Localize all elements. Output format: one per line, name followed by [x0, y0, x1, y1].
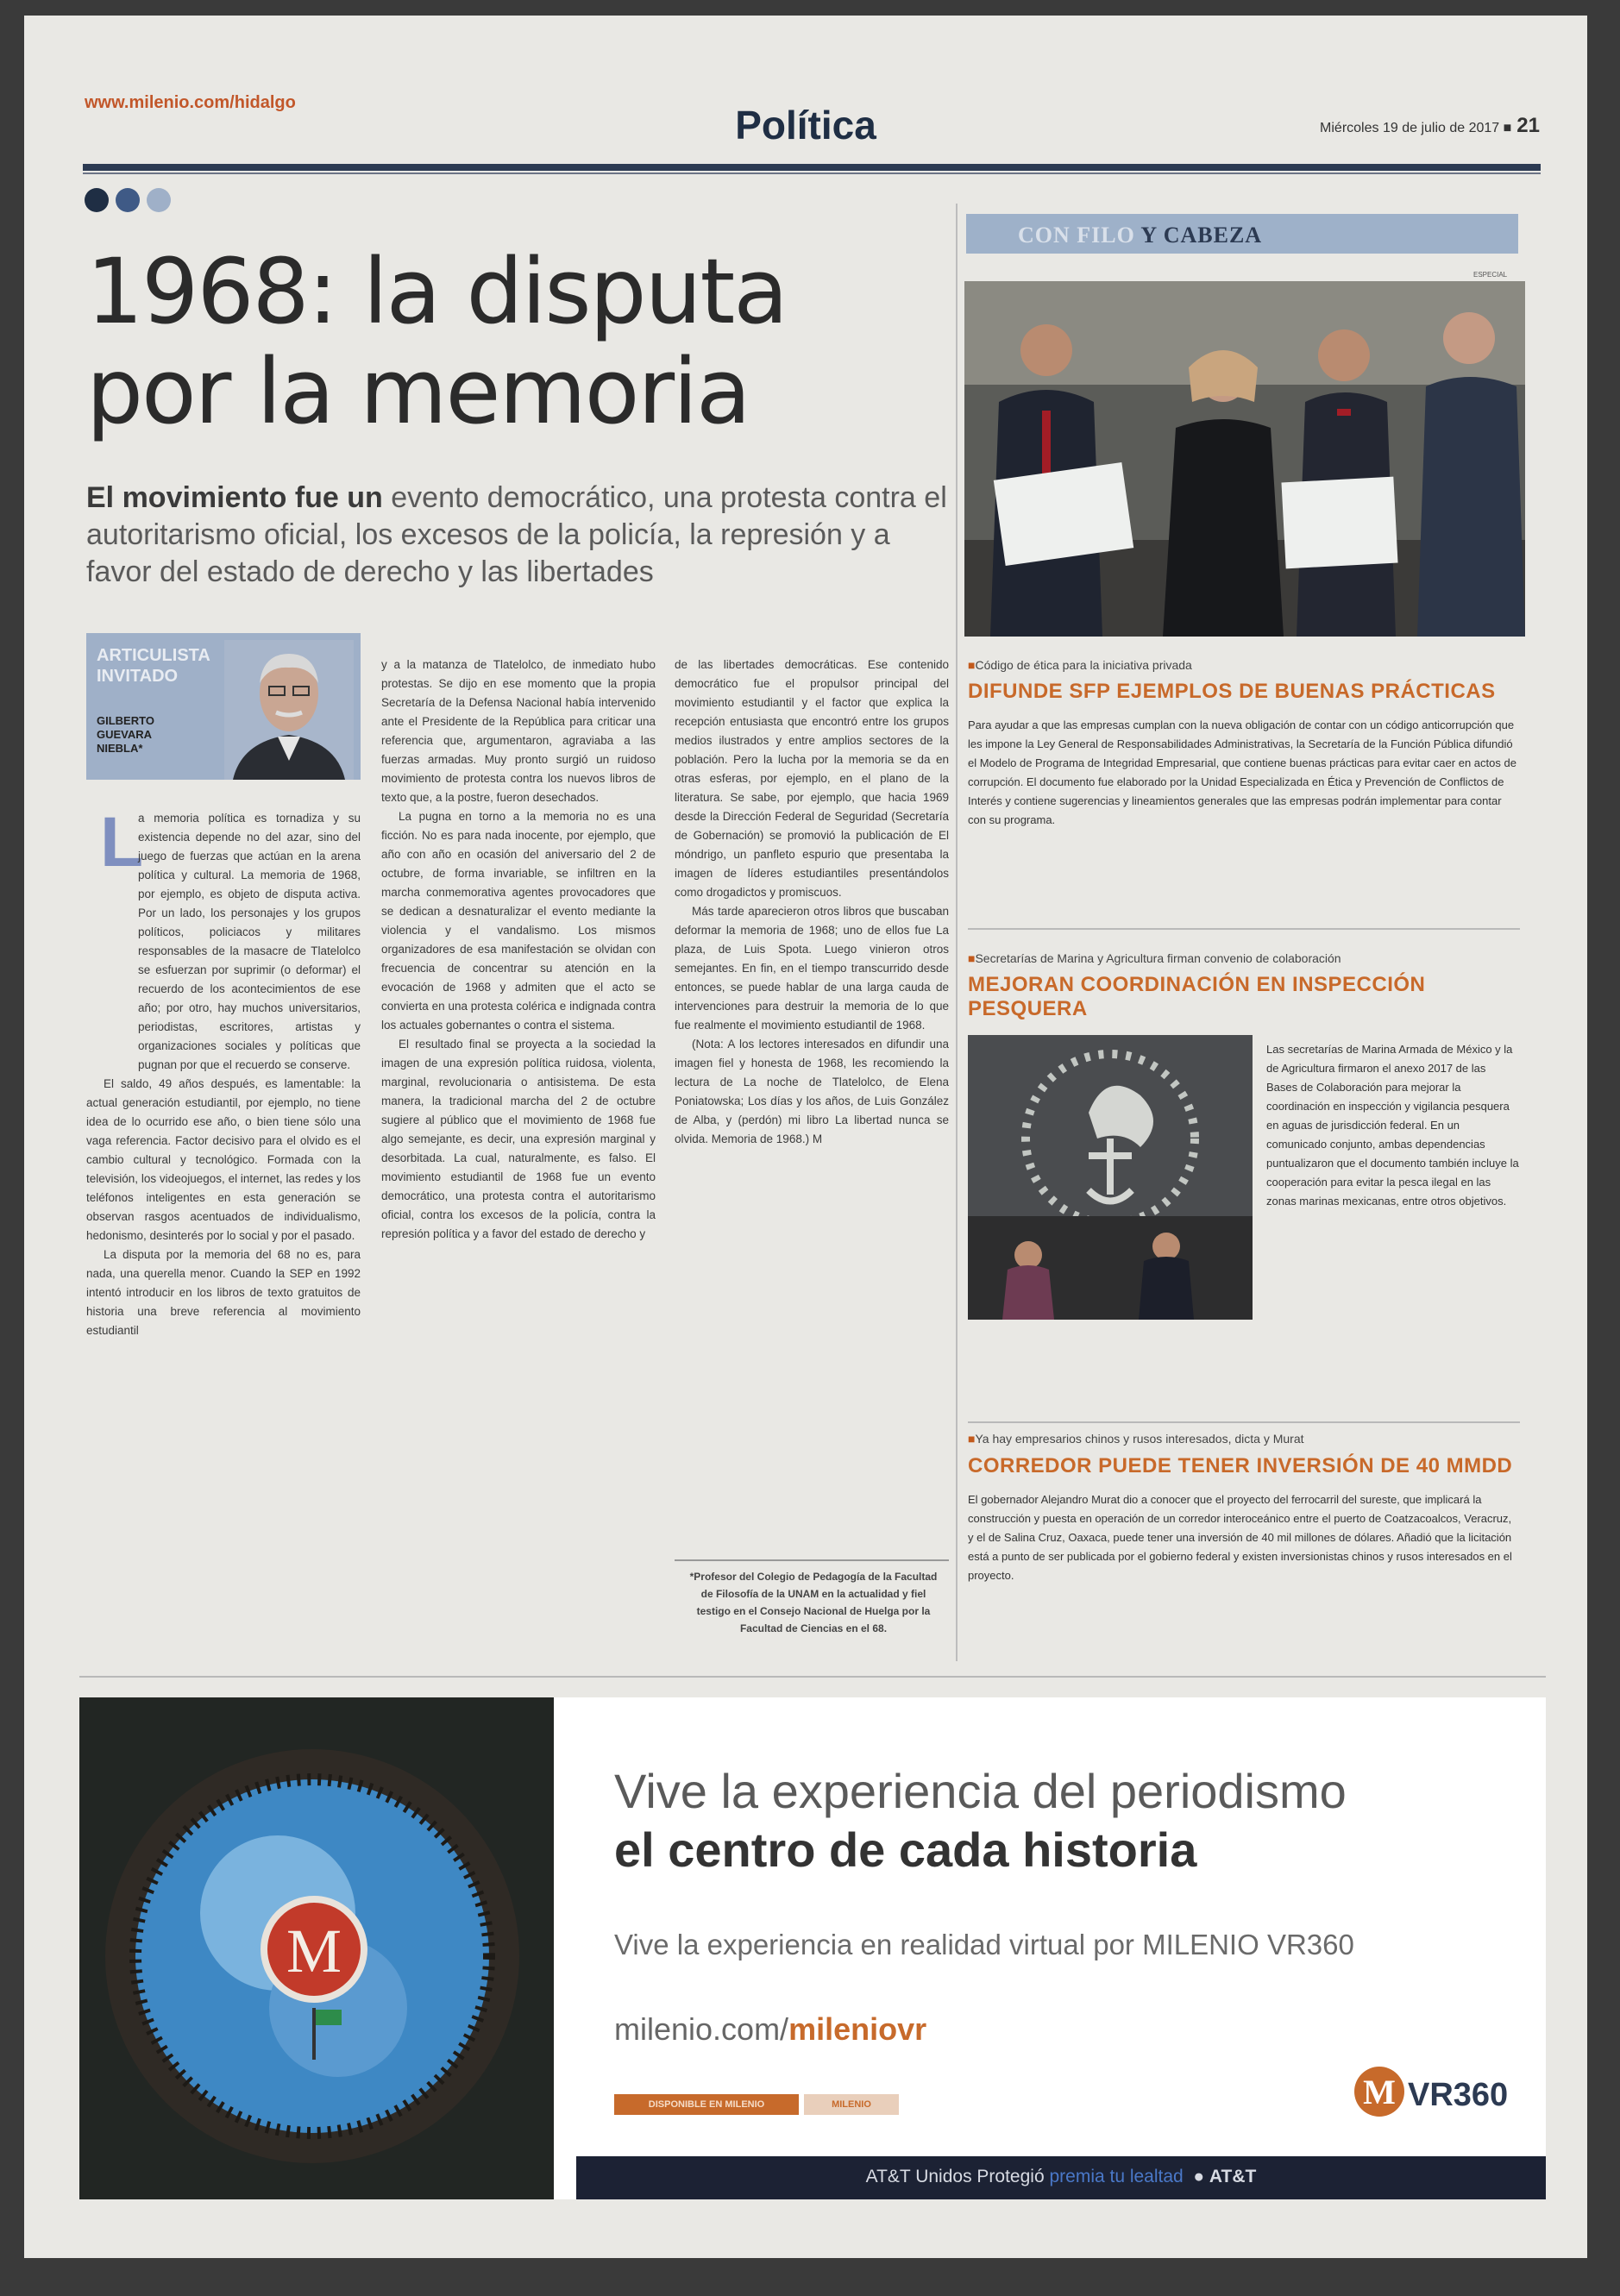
author-label [97, 645, 210, 687]
photo-credit: ESPECIAL [1473, 271, 1508, 279]
ad-badge: DISPONIBLE EN MILENIO [614, 2094, 799, 2115]
column-divider [956, 204, 958, 1661]
ad-url-accent: mileniovr [788, 2011, 927, 2047]
article-column-2 [381, 656, 656, 1663]
paragraph: de las libertades democráticas. Ese contenido democrático fue el propulsor principal del movimiento estudiantil y el factor que explica la recepción entusiasta que encontró entre los grupos medios ilustrados y entre amplios sectores de la población. Pero la lucha por la memoria se da en otras esferas, por ejemplo, en el plano de la literatura. Se sabe, por ejemplo, que hacia 1969 desde la Dirección Federal de Seguridad (Secretaría de Gobernación) se promovió la publicación de El móndrigo, un panfleto espurio que presentaba la imagen de líderes estudiantiles presentándolos como drogadictos y promiscuos. [675, 658, 949, 899]
sidebar-banner [966, 214, 1518, 254]
ad-divider [79, 1676, 1546, 1678]
paragraph: a memoria política es tornadiza y su existencia depende no del azar, sino del juego de fuerzas que actúan en la arena política y cultural. La memoria de 1968, por ejemplo, es objeto de disputa activa. Por un lado, los personajes y los grupos políticos, policiacos y militares responsables de la masacre de Tlatelolco se esfuerzan por suprimir (o deformar) el recuerdo de los acontecimientos de ese año; por otro, hay muchos universitarios, periodistas, escritores, artistas y organizaciones sociales y políticas que pugnan por que el recuerdo se conserve. [138, 812, 361, 1071]
brief-body: Para ayudar a que las empresas cumplan con la nueva obligación de contar con un código anticorrupción que les impone la Ley General de Responsabilidades Administrativas, la Secretaría de la Función Pública difundió el Modelo de Programa de Integridad Empresarial, que contiene buenas prácticas para evitar caer en actos de corrupción. El documento fue elaborado por la Unidad Especializada en Ética y Prevención de Conflictos de Interés y contiene sugerencias y lineamientos generales que las empresas podrán implementar para contar con su programa. [968, 718, 1516, 826]
footnote: *Profesor del Colegio de Pedagogía de la Facultad de Filosofía de la UNAM en la actualidad y fiel testigo en el Consejo Nacional de Huelga por la Facultad de Ciencias en el 68. [689, 1571, 938, 1634]
dateline: Miércoles 19 de julio de 2017 ■ 21 [1320, 114, 1540, 137]
bullet-dot-dark [85, 188, 109, 212]
vr-logo-text: VR360 [1408, 2077, 1509, 2113]
att-logo: AT&T [1209, 2167, 1257, 2186]
article-column-1 [86, 803, 361, 1663]
ad-badge-2: MILENIO [804, 2094, 899, 2115]
ad-logo-letter: M [286, 1916, 342, 1985]
author-name-line-3: NIEBLA* [97, 742, 143, 755]
ad-image [79, 1697, 554, 2199]
banner-light-text: CON FILO [1018, 223, 1135, 248]
brief-kicker: ■ Código de ética para la iniciativa privada [968, 658, 1192, 672]
section-title: Política [735, 103, 876, 147]
ad-footer-text: AT&T Unidos Protegió premia tu lealtad ● AT&T [865, 2167, 1257, 2186]
divider [968, 1421, 1520, 1423]
author-name-line-2: GUEVARA [97, 728, 153, 741]
brief-title: DIFUNDE SFP EJEMPLOS DE BUENAS PRÁCTICAS [968, 680, 1496, 703]
ad-footer-plain: AT&T Unidos Protegió [865, 2167, 1050, 2186]
bullet-dot-light [147, 188, 171, 212]
author-name-line-1: GILBERTO [97, 714, 154, 727]
brief-kicker: ■ Secretarías de Marina y Agricultura firman convenio de colaboración [968, 951, 1341, 965]
ad-url-plain: milenio.com/ [614, 2011, 789, 2047]
vr-logo-letter: M [1363, 2073, 1396, 2111]
advertisement [79, 1697, 1546, 2199]
bullet-dot-mid [116, 188, 140, 212]
author-name [97, 714, 154, 756]
headline [86, 239, 932, 444]
navy-photo [968, 1035, 1253, 1320]
ad-footer-bar [576, 2156, 1546, 2199]
headline-line-2: por la memoria [86, 339, 750, 444]
ad-subline: Vive la experiencia en realidad virtual por MILENIO VR360 [614, 1929, 1354, 1960]
paragraph: El saldo, 49 años después, es lamentable: la actual generación estudiantil, por ejemplo, no tiene idea de lo ocurrido ese año, o bien tiene sólo una vaga referencia. Factor decisivo para el olvido es el cambio cultural y tecnológico. Formada con la televisión, los videojuegos, el internet, las redes y los teléfonos inteligentes en esta generación se observan rasgos acentuados de individualismo, hedonismo, desinterés por lo social y por el pasado. [86, 1077, 361, 1242]
author-label-line-2: INVITADO [97, 667, 179, 686]
deck-text: evento democrático, una protesta contra el autoritarismo oficial, los excesos de la policía, la represión y a favor del estado de derecho y las libertades [86, 481, 947, 588]
author-box [86, 633, 361, 780]
paragraph: y a la matanza de Tlatelolco, de inmediato hubo protestas. Se dijo en ese momento que la propia Secretaría de la Defensa Nacional había intervenido ante el Presidente de la República para criticar una referencia que, argumentaron, agraviaba a las fuerzas armadas. Muy pronto surgió un ruidoso movimiento de protesta contra los nuevos libros de texto que, a la postre, fueron desechados. [381, 658, 656, 804]
ad-url[interactable] [614, 2011, 926, 2048]
paragraph: La pugna en torno a la memoria no es una ficción. No es para nada inocente, por ejemplo, que año con año en ocasión del aniversario del 2 de octubre, de forma invariable, se infiltren en la marcha conmemorativa agentes provocadores que se dedican a desnaturalizar el evento mediante la violencia y el vandalismo. Los mismos organizadores de esa manifestación se olvidan con frecuencia de concentrar su atención en la evocación de 1968 y admiten que el acto se convierta en una protesta colérica e indignada contra los actuales gobernantes o contra el sistema. [381, 810, 656, 1032]
author-label-line-1: ARTICULISTA [97, 646, 210, 665]
ad-headline-2: el centro de cada historia [614, 1822, 1197, 1877]
paragraph: El resultado final se proyecta a la sociedad la imagen de una expresión política ruidosa, violenta, marginal, revolucionaria o antisistema. De esta manera, la tradicional marcha del 2 de octubre sugiere al público que el movimiento de 1968 fue algo semejante, es decir, una expresión marginal y desorbitada. La cual, naturalmente, es falso. El movimiento estudiantil de 1968 fue un evento democrático, una protesta contra el autoritarismo oficial, contra los excesos de la policía, contra la represión política y a favor del estado de derecho y [381, 1038, 656, 1240]
divider [968, 928, 1520, 930]
newspaper-page [24, 16, 1587, 2258]
article-column-3 [675, 656, 949, 1561]
headline-line-1: 1968: la disputa [86, 239, 787, 344]
award-photo [964, 281, 1525, 637]
header-rule-thin [83, 173, 1541, 174]
paragraph: Más tarde aparecieron otros libros que buscaban deformar la memoria de 1968; uno de ellos fue La plaza, de Luis Spota. Luego vinieron otros semejantes. En fin, en el tiempo transcurrido desde entonces, se puede hablar de una larga cauda de intervenciones para destruir la memoria de lo que fue realmente el movimiento estudiantil de 1968. [675, 905, 949, 1032]
brief-body: Las secretarías de Marina Armada de México y la de Agricultura firmaron el anexo 2017 de las Bases de Colaboración para mejorar la coordinación en inspección y vigilancia pesquera en aguas de jurisdicción federal. En un comunicado conjunto, ambas dependencias puntualizaron que el documento también incluye la cooperación para evitar la pesca ilegal en las zonas marinas mexicanas, entre otros objetivos. [1266, 1043, 1519, 1208]
header-rule [83, 164, 1541, 171]
brief-body: El gobernador Alejandro Murat dio a conocer que el proyecto del ferrocarril del sureste, que implicará la construcción y puesta en operación de un corredor interoceánico entre el puerto de Coatzacoalcos, Veracruz, y el de Salina Cruz, Oaxaca, puede tener una inversión de 40 mil millones de dólares. Añadió que la licitación está a punto de ser publicada por el gobierno federal y existen inversionistas chinos y rusos interesados en el proyecto. [968, 1493, 1512, 1582]
deck-lead: El movimiento fue un [86, 481, 383, 514]
banner-dark-text: Y CABEZA [1140, 223, 1263, 248]
drop-cap: L [100, 803, 144, 881]
footnote-rule [675, 1559, 949, 1561]
ad-footer-accent: premia tu lealtad [1049, 2167, 1184, 2186]
brief-title: CORREDOR PUEDE TENER INVERSIÓN DE 40 MMDD [968, 1454, 1513, 1477]
site-url: www.milenio.com/hidalgo [85, 93, 296, 112]
paragraph: (Nota: A los lectores interesados en difundir una imagen fiel y honesta de 1968, les recomiendo la lectura de La noche de Tlatelolco, de Elena Poniatowska; Los días y los años, de Luis González de Alba, y (perdón) mi libro La libertad nunca se olvida. Memoria de 1968.) M [675, 1038, 949, 1145]
author-photo [224, 640, 354, 780]
sidebar-banner-title [966, 223, 1570, 248]
paragraph: La disputa por la memoria del 68 no es, para nada, una querella menor. Cuando la SEP en 1992 intentó introducir en los libros de texto gratuitos de historia una breve referencia al movimiento estudiantil [86, 1248, 361, 1337]
ad-headline-1: Vive la experiencia del periodismo [614, 1764, 1347, 1818]
date: Miércoles 19 de julio de 2017 [1320, 121, 1500, 135]
page-number: 21 [1516, 114, 1540, 137]
deck [86, 480, 958, 591]
brief-kicker: ■ Ya hay empresarios chinos y rusos interesados, dicta y Murat [968, 1432, 1304, 1446]
brief-title: MEJORAN COORDINACIÓN EN INSPECCIÓN PESQUERA [968, 973, 1426, 1020]
